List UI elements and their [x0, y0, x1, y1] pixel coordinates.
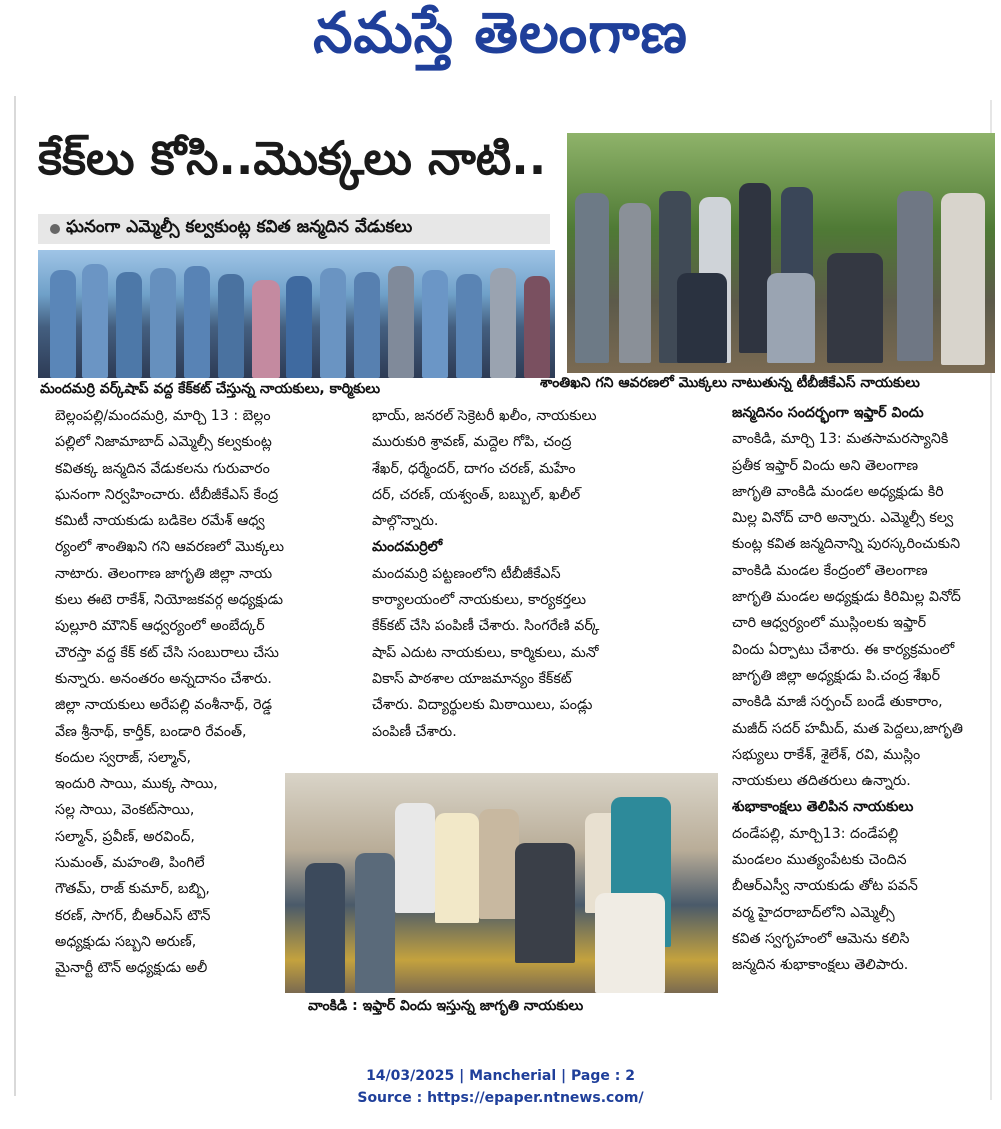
text-line: శేఖర్, ధర్మేందర్, దాగం చరణ్, మహేం — [372, 460, 576, 477]
text-line: బీఆర్ఎస్వీ నాయకుడు తోట పవన్ — [732, 878, 918, 895]
footer-edition-info: 14/03/2025 | Mancherial | Page : 2 — [366, 1068, 635, 1084]
text-line: మురుకురి శ్రావణ్, మద్దెల గోపి, చంద్ర — [372, 434, 572, 451]
text-line: జాగృతి జిల్లా అధ్యక్షుడు పి.చంద్ర శేఖర్ — [732, 667, 941, 684]
text-line: ఇందురి సాయి, ముక్క సాయి, — [55, 776, 218, 793]
text-line: సుమంత్, మహంతి, పింగిలే — [55, 855, 205, 872]
text-line: వాంకిడి, మార్చి 13: మతసామరస్యానికి — [732, 431, 949, 448]
text-line: వేణ శ్రీనాథ్, కార్తీక్, బండారి రేవంత్, — [55, 723, 247, 740]
text-line: అధ్యక్షుడు సబ్బని అరుణ్, — [55, 933, 197, 950]
text-line: మైనార్టీ టౌన్ అధ్యక్షుడు అలీ — [55, 960, 208, 977]
subheadline-text: ఘనంగా ఎమ్మెల్సీ కల్వకుంట్ల కవిత జన్మదిన వేడుకలు — [66, 217, 413, 237]
bullet-icon — [50, 224, 60, 234]
text-line: కుంట్ల కవిత జన్మదినాన్ని పురస్కరించుకుని — [732, 536, 961, 553]
text-line: జిల్లా నాయకులు అరేపల్లి వంశీనాథ్, రెడ్డ — [55, 697, 273, 714]
text-line: ప్రతీక ఇఫ్తార్ విందు అని తెలంగాణ — [732, 457, 919, 474]
text-line: సల్మాన్, ప్రవీణ్, అరవింద్, — [55, 828, 195, 845]
text-line: మిల్ల వినోద్ చారి అన్నారు. ఎమ్మెల్సీ కల్వ — [732, 510, 954, 527]
section-subheading: మందమర్రిలో — [372, 539, 443, 556]
masthead — [0, 0, 1001, 80]
text-line: కందుల స్వరాజ్, సల్మాన్, — [55, 749, 191, 766]
text-line: షాప్ ఎదుట నాయకులు, కార్మికులు, మనో — [372, 644, 599, 661]
caption-photo-right: శాంతిఖని గని ఆవరణలో మొక్కలు నాటుతున్న టీబీజీకేఎస్ నాయకులు — [540, 375, 920, 391]
newspaper-title: నమస్తే తెలంగాణ — [313, 0, 688, 66]
text-line: విందు ఏర్పాటు చేశారు. ఈ కార్యక్రమంలో — [732, 641, 955, 658]
text-line: సల్ల సాయి, వెంకట్‌సాయి, — [55, 802, 195, 819]
article-column-1 — [55, 403, 284, 982]
text-line: నాటారు. తెలంగాణ జాగృతి జిల్లా నాయ — [55, 565, 273, 582]
text-line: వాంకిడి మండల కేంద్రంలో తెలంగాణ — [732, 562, 928, 579]
text-line: మండలం ముత్యంపేటకు చెందిన — [732, 852, 907, 869]
text-line: వర్మ హైదరాబాద్‌లోని ఎమ్మెల్సీ — [732, 904, 895, 921]
section-subheading: జన్మదినం సందర్భంగా ఇఫ్తార్ విందు — [732, 405, 924, 421]
text-line: కేక్‌కట్ చేసి పంపిణీ చేశారు. సింగరేణి వర్క్ — [372, 618, 600, 635]
text-line: దర్, చరణ్, యశ్వంత్, బబ్బుల్, ఖలీల్ — [372, 486, 581, 503]
text-line: మజీద్ సదర్ హమీద్, మత పెద్దలు,జాగృతి — [732, 720, 963, 737]
photo-cake-cutting — [38, 250, 555, 378]
caption-photo-bottom: వాంకిడి : ఇఫ్తార్ విందు ఇస్తున్న జాగృతి నాయకులు — [308, 998, 584, 1014]
section-subheading: శుభాకాంక్షలు తెలిపిన నాయకులు — [732, 799, 914, 816]
photo-planting-saplings — [567, 133, 995, 373]
footer-source-link[interactable]: Source : https://epaper.ntnews.com/ — [357, 1090, 644, 1106]
text-line: ఘనంగా నిర్వహించారు. టీబీజీకేఎస్ కేంద్ర — [55, 486, 279, 503]
caption-photo-left: మందమర్రి వర్క్‌షాప్ వద్ద కేక్‌కట్ చేస్తున్న నాయకులు, కార్మికులు — [40, 381, 381, 397]
text-line: పంపిణీ చేశారు. — [372, 723, 457, 740]
text-line: కున్నారు. అనంతరం అన్నదానం చేశారు. — [55, 670, 272, 687]
text-line: కరణ్, సాగర్, బీఆర్ఎస్ టౌన్ — [55, 907, 211, 924]
text-line: భాయ్, జనరల్ సెక్రెటరీ ఖలీం, నాయకులు — [372, 408, 597, 424]
text-line: కమిటీ నాయకుడు బడికెల రమేశ్ ఆధ్వ — [55, 513, 265, 530]
text-line: కవిత స్వగృహంలో ఆమెను కలిసి — [732, 930, 910, 947]
text-line: పల్లిలో నిజామాబాద్ ఎమ్మెల్సీ కల్వకుంట్ల — [55, 434, 272, 451]
text-line: కవితక్క జన్మదిన వేడుకలను గురువారం — [55, 460, 270, 477]
photo-iftar-dinner — [285, 773, 718, 993]
text-line: వాంకిడి మాజీ సర్పంచ్ బండే తుకారాం, — [732, 694, 943, 711]
text-line: గౌతమ్, రాజ్ కుమార్, బబ్బి, — [55, 881, 210, 898]
text-line: ర్యంలో శాంతిఖని గని ఆవరణలో మొక్కలు — [55, 539, 285, 556]
text-line: జన్మదిన శుభాకాంక్షలు తెలిపారు. — [732, 957, 909, 974]
text-line: కులు ఈటె రాకేశ్, నియోజకవర్గ అధ్యక్షుడు — [55, 592, 284, 609]
text-line: బెల్లంపల్లి/మందమర్రి, మార్చి 13 : బెల్లం — [55, 408, 271, 424]
text-line: చారి ఆధ్వర్యంలో ముస్లింలకు ఇఫ్తార్ — [732, 615, 926, 632]
article-headline — [38, 131, 558, 194]
text-line: జాగృతి మండల అధ్యక్షుడు కిరిమిల్ల వినోద్ — [732, 589, 961, 606]
text-line: పాల్గొన్నారు. — [372, 513, 439, 530]
text-line: పుల్లూరి మౌనిక్ ఆధ్వర్యంలో అంబేద్కర్ — [55, 618, 265, 635]
article-column-3 — [732, 400, 963, 979]
text-line: కార్యాలయంలో నాయకులు, కార్యకర్తలు — [372, 592, 586, 609]
text-line: వికాస్ పాఠశాల యాజమాన్యం కేక్‌కట్ — [372, 670, 572, 687]
text-line: జాగృతి వాంకిడి మండల అధ్యక్షుడు కిరి — [732, 483, 944, 500]
left-margin-rule — [14, 96, 16, 1096]
text-line: సభ్యులు రాకేశ్, శైలేశ్, రవి, ముస్లిం — [732, 746, 921, 763]
text-line: నాయకులు తదితరులు ఉన్నారు. — [732, 773, 911, 790]
text-line: మందమర్రి పట్టణంలోని టీబీజీకేఎస్ — [372, 565, 561, 582]
text-line: దండేపల్లి, మార్చి13: దండేపల్లి — [732, 825, 899, 842]
article-subheadline — [38, 214, 550, 244]
text-line: చేశారు. విద్యార్థులకు మిఠాయిలు, పండ్లు — [372, 697, 593, 714]
article-column-2 — [372, 403, 599, 745]
text-line: చౌరస్తా వద్ద కేక్ కట్ చేసి సంబురాలు చేసు — [55, 644, 279, 661]
headline-text: కేక్‌లు కోసి..మొక్కలు నాటి.. — [38, 131, 547, 185]
